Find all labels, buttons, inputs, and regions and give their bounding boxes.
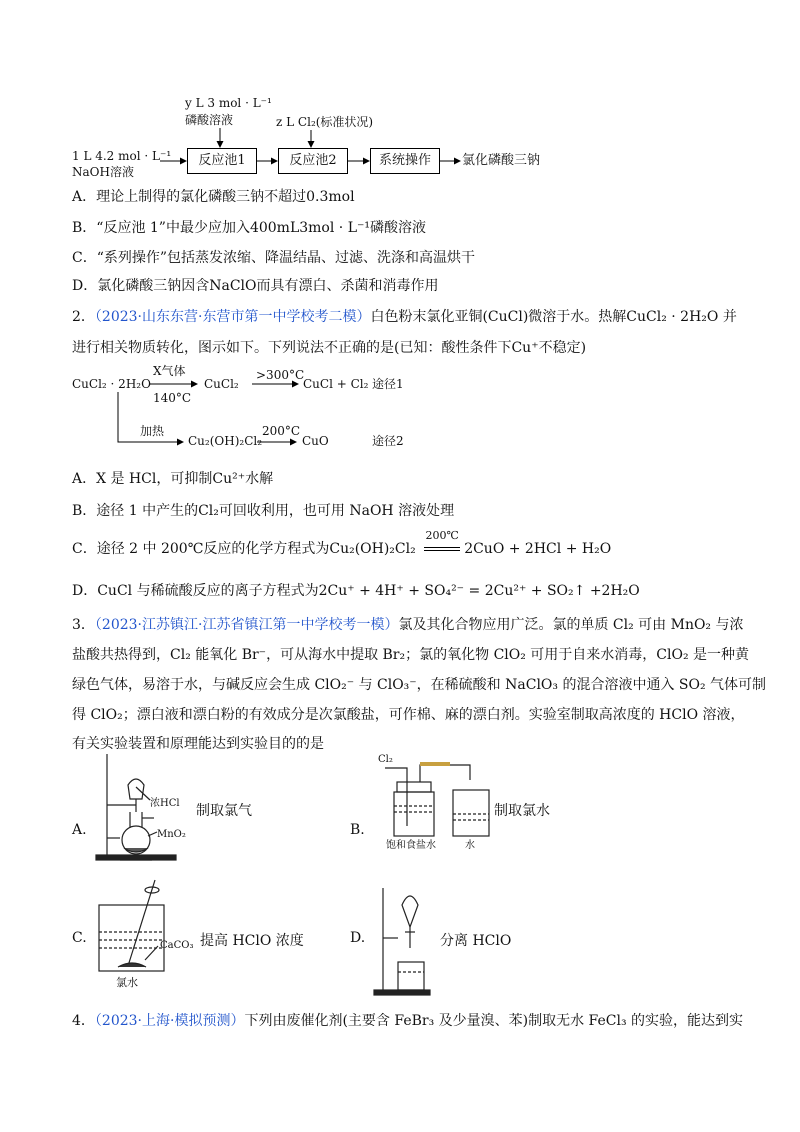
q2-stem-1: 白色粉末氯化亚铜(CuCl)微溶于水。热解CuCl₂ · 2H₂O 并 bbox=[370, 309, 737, 325]
q2-route2: 途径2 bbox=[372, 434, 404, 448]
q2-number: 2． bbox=[72, 309, 95, 325]
q2-option-c-left: Cu₂(OH)₂Cl₂ bbox=[329, 541, 416, 557]
q1-input-top-2: 磷酸溶液 bbox=[185, 113, 234, 127]
q2-option-d-eq: 2Cu⁺ + 4H⁺ + SO₄²⁻ = 2Cu²⁺ + SO₂↑ +2H₂O bbox=[318, 583, 640, 599]
q2-flow-end2: CuO bbox=[302, 434, 329, 448]
q3-b-label-brine: 饱和食盐水 bbox=[386, 840, 436, 851]
q2-flow-mid1: CuCl₂ bbox=[204, 377, 239, 391]
q2-flow-start: CuCl₂ · 2H₂O bbox=[72, 377, 151, 391]
q1-box-reactor-1: 反应池1 bbox=[187, 148, 257, 174]
q4-number: 4． bbox=[72, 1013, 95, 1029]
q1-box-system-operation: 系统操作 bbox=[370, 148, 440, 174]
q3-option-d-text: 分离 HClO bbox=[440, 933, 512, 949]
q3-option-a-letter: A. bbox=[72, 822, 87, 838]
q3-stem-1: 氯及其化合物应用广泛。氯的单质 Cl₂ 可由 MnO₂ 与浓 bbox=[398, 617, 744, 633]
q2-route1: 途径1 bbox=[372, 377, 404, 391]
q3-a-label-mno2: MnO₂ bbox=[157, 829, 186, 840]
q3-b-label-cl2: Cl₂ bbox=[378, 754, 393, 765]
q3-stem-2: 盐酸共热得到，Cl₂ 能氧化 Br⁻，可从海水中提取 Br₂；氯的氧化物 ClO₂ 可用于自来水消毒，ClO₂ 是一种黄 bbox=[72, 647, 750, 663]
q1-input-left-1: 1 L 4.2 mol · L⁻¹ bbox=[72, 149, 172, 163]
q2-branch-label: 加热 bbox=[140, 424, 165, 438]
q3-stem-4: 得 ClO₂；漂白液和漂白粉的有效成分是次氯酸盐，可作棉、麻的漂白剂。实验室制取高浓度的 HClO 溶液， bbox=[72, 707, 745, 723]
q2-option-c-prefix: C．途径 2 中 200℃反应的化学方程式为 bbox=[72, 541, 330, 557]
q4-stem: 下列由废催化剂(主要含 FeBr₃ 及少量溴、苯)制取无水 FeCl₃ 的实验，能达到实 bbox=[244, 1013, 744, 1029]
q3-option-c-letter: C. bbox=[72, 930, 87, 946]
q2-arrow2-top: >300°C bbox=[256, 368, 305, 382]
q2-arrow3-top: 200°C bbox=[262, 424, 301, 438]
q3-stem-3: 绿色气体，易溶于水，与碱反应会生成 ClO₂⁻ 与 ClO₃⁻，在稀硫酸和 NaClO₃ 的混合溶液中通入 SO₂ 气体可制 bbox=[72, 677, 767, 693]
q2-stem-2: 进行相关物质转化，图示如下。下列说法不正确的是(已知：酸性条件下Cu⁺不稳定) bbox=[72, 340, 587, 356]
q2-source: （2023·山东东营·东营市第一中学校考二模） bbox=[94, 309, 371, 325]
q1-output: 氯化磷酸三钠 bbox=[462, 153, 541, 168]
q3-number: 3． bbox=[72, 617, 95, 633]
q1-option-a: A．理论上制得的氯化磷酸三钠不超过0.3mol bbox=[72, 189, 355, 205]
q1-box-reactor-2: 反应池2 bbox=[278, 148, 348, 174]
q3-b-label-water: 水 bbox=[465, 840, 475, 851]
q3-option-c-text: 提高 HClO 浓度 bbox=[200, 933, 304, 949]
q2-option-d-prefix: D．CuCl 与稀硫酸反应的离子方程式为 bbox=[72, 583, 319, 599]
q3-option-d-letter: D. bbox=[350, 930, 366, 946]
q2-option-b: B．途径 1 中产生的Cl₂可回收利用，也可用 NaOH 溶液处理 bbox=[72, 503, 455, 519]
q1-option-d: D．氯化磷酸三钠因含NaClO而具有漂白、杀菌和消毒作用 bbox=[72, 278, 439, 294]
q3-c-label-caco3: CaCO₃ bbox=[160, 940, 194, 951]
q1-option-c: C．“系列操作”包括蒸发浓缩、降温结晶、过滤、洗涤和高温烘干 bbox=[72, 250, 476, 266]
q1-input-left-2: NaOH溶液 bbox=[72, 165, 134, 179]
q3-source: （2023·江苏镇江·江苏省镇江第一中学校考一模） bbox=[94, 617, 399, 633]
q2-arrow1-top: X气体 bbox=[153, 364, 186, 378]
q2-flow-mid2: Cu₂(OH)₂Cl₂ bbox=[188, 434, 263, 448]
q2-option-a: A．X 是 HCl，可抑制Cu²⁺水解 bbox=[72, 471, 274, 487]
q3-option-a-text: 制取氯气 bbox=[196, 803, 252, 819]
q3-option-b-text: 制取氯水 bbox=[494, 803, 550, 819]
q3-stem-5: 有关实验装置和原理能达到实验目的的是 bbox=[72, 736, 324, 752]
q2-flow-end1: CuCl + Cl₂ bbox=[303, 377, 369, 391]
q3-c-label-chlorine-water: 氯水 bbox=[116, 976, 138, 989]
q1-input-top-1: y L 3 mol · L⁻¹ bbox=[185, 96, 272, 110]
q2-option-c-right: 2CuO + 2HCl + H₂O bbox=[464, 541, 612, 557]
q1-input-cl2: z L Cl₂(标准状况) bbox=[276, 115, 374, 129]
q2-arrow1-bottom: 140°C bbox=[153, 391, 192, 405]
q1-option-b: B．“反应池 1”中最少应加入400mL3mol · L⁻¹磷酸溶液 bbox=[72, 220, 426, 236]
q3-option-b-letter: B. bbox=[350, 822, 365, 838]
q4-source: （2023·上海·模拟预测） bbox=[94, 1013, 245, 1029]
q4-stem-line bbox=[72, 1010, 743, 1030]
q2-option-c-condition: 200℃ bbox=[425, 529, 459, 542]
q3-a-label-hcl: 浓HCl bbox=[150, 798, 180, 809]
